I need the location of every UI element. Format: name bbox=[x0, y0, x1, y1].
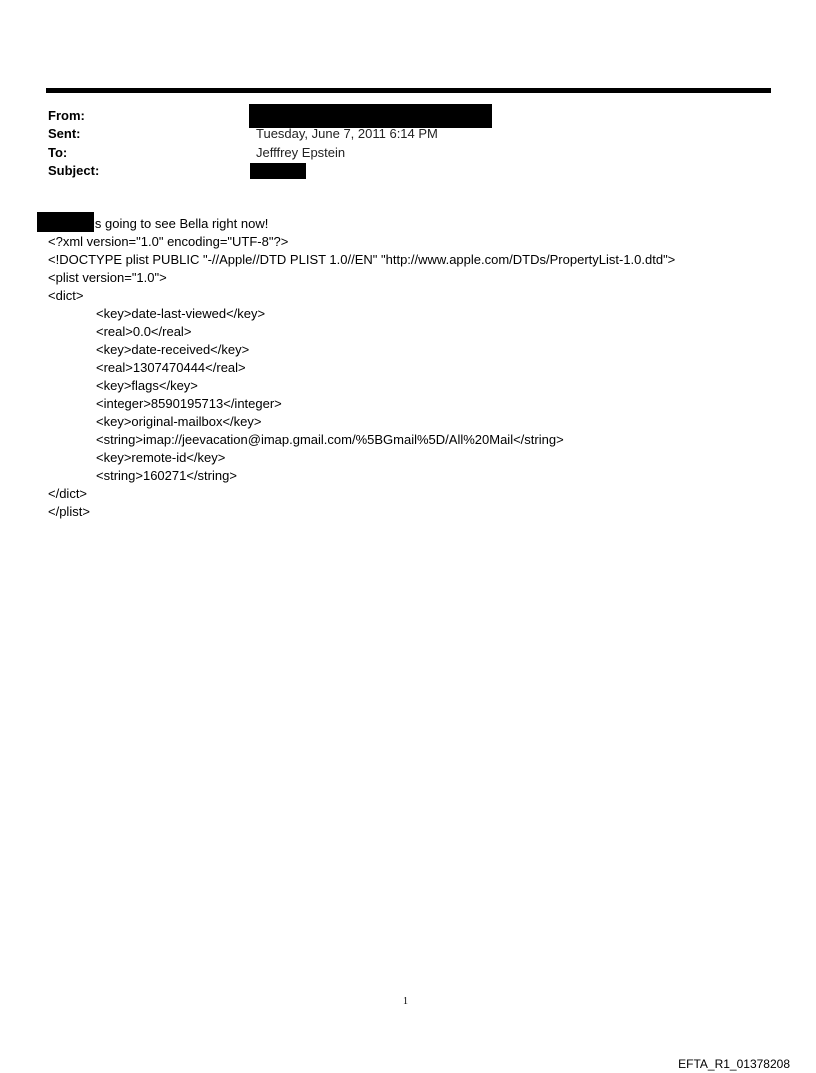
dict-line: <string>imap://jeevacation@imap.gmail.com/%5BGmail%5D/All%20Mail</string> bbox=[96, 432, 564, 447]
doctype-line: <!DOCTYPE plist PUBLIC "-//Apple//DTD PLIST 1.0//EN" "http://www.apple.com/DTDs/PropertyList-1.0.dtd"> bbox=[48, 252, 676, 267]
dict-open-line: <dict> bbox=[48, 288, 84, 303]
plist-open-line: <plist version="1.0"> bbox=[48, 270, 167, 285]
dict-line: <key>original-mailbox</key> bbox=[96, 414, 262, 429]
body-redaction bbox=[37, 212, 94, 232]
dict-line: <integer>8590195713</integer> bbox=[96, 396, 282, 411]
dict-line: <real>0.0</real> bbox=[96, 324, 192, 339]
subject-redaction bbox=[250, 163, 306, 179]
dict-line: <key>date-last-viewed</key> bbox=[96, 306, 266, 321]
to-label: To: bbox=[48, 145, 68, 160]
to-value: Jefffrey Epstein bbox=[256, 145, 346, 160]
dict-line: <real>1307470444</real> bbox=[96, 360, 246, 375]
page-number: 1 bbox=[403, 996, 408, 1007]
dict-line: <key>flags</key> bbox=[96, 378, 198, 393]
subject-label: Subject: bbox=[48, 163, 100, 178]
dict-close-line: </dict> bbox=[48, 486, 88, 501]
sent-value: Tuesday, June 7, 2011 6:14 PM bbox=[256, 126, 438, 141]
dict-line: <key>date-received</key> bbox=[96, 342, 250, 357]
document-id: EFTA_R1_01378208 bbox=[678, 1057, 790, 1071]
sent-label: Sent: bbox=[48, 126, 81, 141]
from-label: From: bbox=[48, 108, 85, 123]
header-rule bbox=[46, 88, 771, 93]
xml-declaration-line: <?xml version="1.0" encoding="UTF-8"?> bbox=[48, 234, 289, 249]
dict-line: <string>160271</string> bbox=[96, 468, 237, 483]
body-first-line: is going to see Bella right now! bbox=[92, 216, 269, 231]
plist-close-line: </plist> bbox=[48, 504, 90, 519]
dict-line: <key>remote-id</key> bbox=[96, 450, 226, 465]
